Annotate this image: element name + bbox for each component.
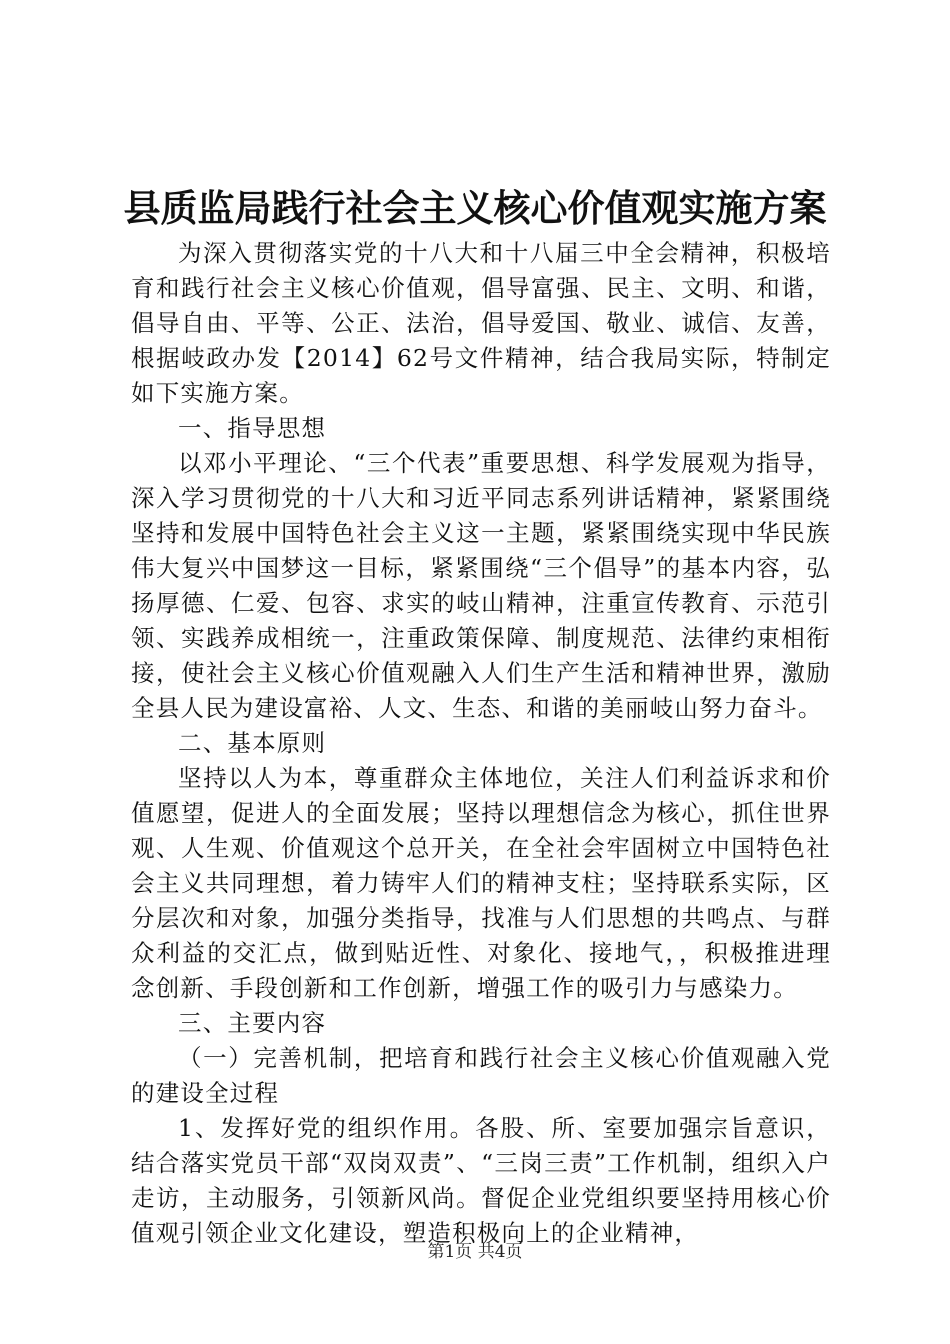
item-1-paragraph: 1、发挥好党的组织作用。各股、所、室要加强宗旨意识，结合落实党员干部“双岗双责”、“三岗三责”工作机制，组织入户走访，主动服务，引领新风尚。督促企业党组织要坚持用核心价值观引领企业文化建设，塑造积极向上的企业精神， — [131, 1114, 831, 1247]
intro-paragraph: 为深入贯彻落实党的十八大和十八届三中全会精神，积极培育和践行社会主义核心价值观，倡导富强、民主、文明、和谐，倡导自由、平等、公正、法治，倡导爱国、敬业、诚信、友善，根据岐政办发【2014】62号文件精神，结合我局实际，特制定如下实施方案。 — [131, 239, 831, 407]
basic-principles-paragraph: 坚持以人为本，尊重群众主体地位，关注人们利益诉求和价值愿望，促进人的全面发展；坚持以理想信念为核心，抓住世界观、人生观、价值观这个总开关，在全社会牢固树立中国特色社会主义共同理想，着力铸牢人们的精神支柱；坚持联系实际，区分层次和对象，加强分类指导，找准与人们思想的共鸣点、与群众利益的交汇点，做到贴近性、对象化、接地气，，积极推进理念创新、手段创新和工作创新，增强工作的吸引力与感染力。 — [131, 764, 831, 1002]
page-footer: 第1页 共4页 — [427, 1242, 523, 1262]
subsection-heading-1: （一）完善机制，把培育和践行社会主义核心价值观融入党的建设全过程 — [131, 1044, 831, 1107]
section-heading-main-content: 三、主要内容 — [178, 1009, 327, 1037]
section-heading-basic-principles: 二、基本原则 — [178, 729, 327, 757]
section-heading-guiding-ideology: 一、指导思想 — [178, 414, 327, 442]
document-title: 县质监局践行社会主义核心价值观实施方案 — [123, 186, 827, 230]
document-body — [131, 236, 831, 1251]
guiding-ideology-paragraph: 以邓小平理论、“三个代表”重要思想、科学发展观为指导，深入学习贯彻党的十八大和习近平同志系列讲话精神，紧紧围绕坚持和发展中国特色社会主义这一主题，紧紧围绕实现中华民族伟大复兴中国梦这一目标，紧紧围绕“三个倡导”的基本内容，弘扬厚德、仁爱、包容、求实的岐山精神，注重宣传教育、示范引领、实践养成相统一，注重政策保障、制度规范、法律约束相衔接，使社会主义核心价值观融入人们生产生活和精神世界，激励全县人民为建设富裕、人文、生态、和谐的美丽岐山努力奋斗。 — [131, 449, 831, 722]
